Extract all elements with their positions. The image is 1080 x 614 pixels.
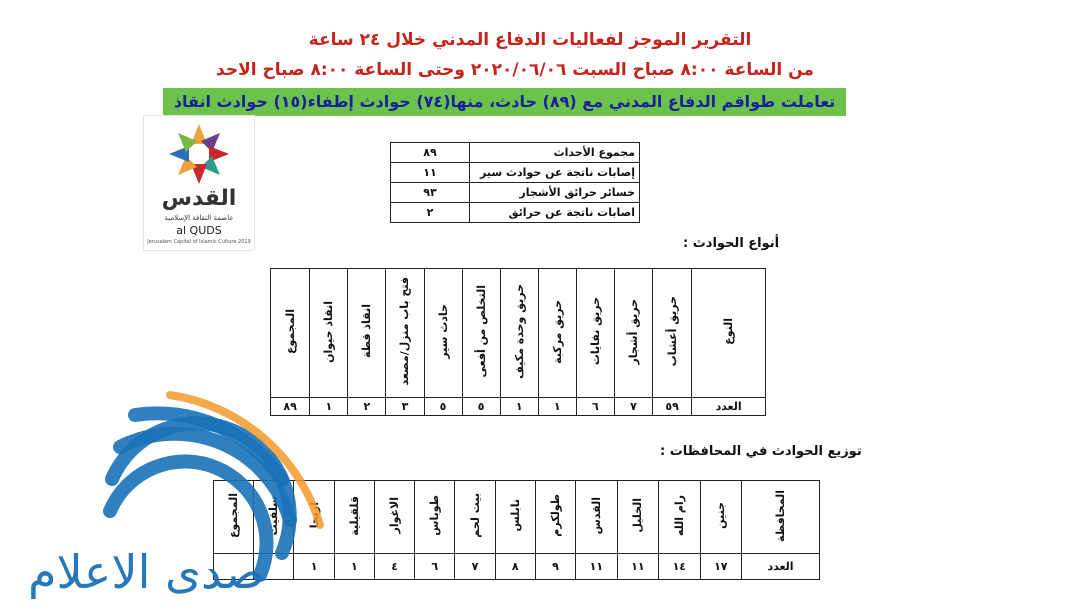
report-title: التقرير الموجز لفعاليات الدفاع المدني خلال ٢٤ ساعة [308, 30, 752, 50]
summary-row [391, 203, 640, 223]
incident-type-label-text: فتح باب منزل/مصعد [398, 277, 412, 386]
governorate-label-text: الاغوار [388, 497, 402, 534]
governorate-label [576, 481, 617, 554]
incident-type-label-text: انقاذ قطة [360, 304, 374, 359]
summary-label: خسائر حرائق الأشجار [470, 183, 640, 203]
governorate-label-text: قلقيلية [347, 495, 361, 536]
incident-type-label-text: حريق أعشاب [665, 296, 679, 367]
governorate-label [617, 481, 658, 554]
watermark-text: صدى الاعلام [28, 545, 265, 599]
governorates-heading: توزيع الحوادث في المحافظات : [660, 444, 862, 459]
summary-row [391, 183, 640, 203]
incident-type-count: ٣ [386, 398, 424, 416]
incident-type-count: ٦ [576, 398, 614, 416]
summary-value: ٢ [391, 203, 470, 223]
incident-types-heading: أنواع الحوادث : [683, 236, 780, 251]
incident-type-label-text: حريق نفايات [588, 297, 602, 366]
incident-type-label-text: حادث سير [436, 304, 450, 359]
governorate-count: ١٤ [659, 554, 700, 580]
summary-row [391, 163, 640, 183]
incident-type-label [386, 269, 424, 398]
governorate-label [700, 481, 741, 554]
governorate-count: ١٧ [700, 554, 741, 580]
incident-type-label [538, 269, 576, 398]
governorate-label-text: اريحا [307, 502, 321, 529]
logo-arabic-name: القدس [161, 186, 237, 211]
governorate-label-text: الخليل [631, 498, 645, 533]
summary-label: اصابات ناتجة عن حرائق [470, 203, 640, 223]
incident-type-count: ٢ [348, 398, 386, 416]
governorate-label [415, 481, 455, 554]
governorate-type-header-text: المحافظة [774, 489, 788, 542]
incident-type-type-header [692, 269, 766, 398]
incident-type-count-row [271, 398, 766, 416]
governorate-count: ٧ [455, 554, 495, 580]
incident-type-label [348, 269, 386, 398]
governorate-count-header: العدد [742, 554, 820, 580]
governorate-count: ١١ [617, 554, 658, 580]
summary-label: إصابات ناتجة عن حوادث سير [470, 163, 640, 183]
summary-table [390, 142, 640, 223]
incident-type-label-text: حريق وحدة مكيف [512, 284, 526, 379]
incident-type-count: ١ [500, 398, 538, 416]
incident-type-label-text: التخلص من أفعى [474, 285, 488, 378]
governorate-label [535, 481, 575, 554]
governorate-label [495, 481, 535, 554]
incident-type-label [576, 269, 614, 398]
incident-type-type-header-text: النوع [722, 318, 736, 345]
governorate-label-text: المجموع [227, 493, 241, 539]
al-quds-logo [143, 115, 255, 251]
governorate-count: ٩ [535, 554, 575, 580]
incident-type-count: ٥ [424, 398, 462, 416]
governorate-label-text: بيت لحم [468, 493, 482, 538]
governorate-label-text: القدس [589, 496, 603, 535]
incident-type-label [614, 269, 652, 398]
incident-type-label [500, 269, 538, 398]
governorate-label [334, 481, 374, 554]
logo-arabic-subtitle: عاصمة الثقافة الإسلامية [164, 214, 234, 222]
summary-value: ٨٩ [391, 143, 470, 163]
governorate-label-text: جنين [714, 502, 728, 530]
governorate-label [659, 481, 700, 554]
summary-value: ٩٣ [391, 183, 470, 203]
summary-row [391, 143, 640, 163]
incident-type-count: ١ [538, 398, 576, 416]
governorate-label-text: رام الله [672, 495, 686, 537]
logo-english-subtitle: Jerusalem Capital of Islamic Culture 2019 [147, 239, 251, 245]
incident-type-count: ٧ [614, 398, 652, 416]
incident-type-count: ٨٩ [271, 398, 310, 416]
summary-banner: تعاملت طواقم الدفاع المدني مع (٨٩) حادث، منها(٧٤) حوادث إطفاء(١٥) حوادث انقاذ [163, 88, 846, 116]
governorate-count: ٤ [374, 554, 414, 580]
incident-type-label [652, 269, 691, 398]
incident-type-count-header: العدد [692, 398, 766, 416]
governorate-label [455, 481, 495, 554]
incident-type-header-row [271, 269, 766, 398]
summary-label: مجموع الأحداث [470, 143, 640, 163]
incident-type-count: ٥٩ [652, 398, 691, 416]
incident-type-count: ٥ [462, 398, 500, 416]
incident-type-label [462, 269, 500, 398]
incident-type-count: ١ [310, 398, 348, 416]
governorate-count: ١١ [576, 554, 617, 580]
incident-type-label-text: انقاذ حيوان [322, 300, 336, 363]
al-quds-emblem-icon [144, 118, 254, 188]
logo-english-name: al QUDS [176, 224, 222, 237]
governorate-label-text: نابلس [508, 499, 522, 532]
governorate-count: ٨ [495, 554, 535, 580]
incident-type-label-text: المجموع [283, 309, 297, 354]
governorate-count: ١ [294, 554, 334, 580]
incident-types-table [270, 268, 766, 416]
governorate-count: ١ [334, 554, 374, 580]
governorate-label-text: سلفيت [267, 495, 281, 536]
incident-type-label-text: حريق أشجار [626, 298, 640, 365]
governorate-type-header [742, 481, 820, 554]
incident-type-label-text: حريق مركبة [550, 299, 564, 364]
governorate-label-text: طولكرم [548, 494, 562, 537]
governorate-count: ٦ [415, 554, 455, 580]
governorate-label [374, 481, 414, 554]
summary-value: ١١ [391, 163, 470, 183]
governorate-label-text: طوباس [428, 495, 442, 536]
incident-type-label [424, 269, 462, 398]
report-period: من الساعة ٨:٠٠ صباح السبت ٢٠٢٠/٠٦/٠٦ وحتى الساعة ٨:٠٠ صباح الاحد [216, 60, 814, 80]
